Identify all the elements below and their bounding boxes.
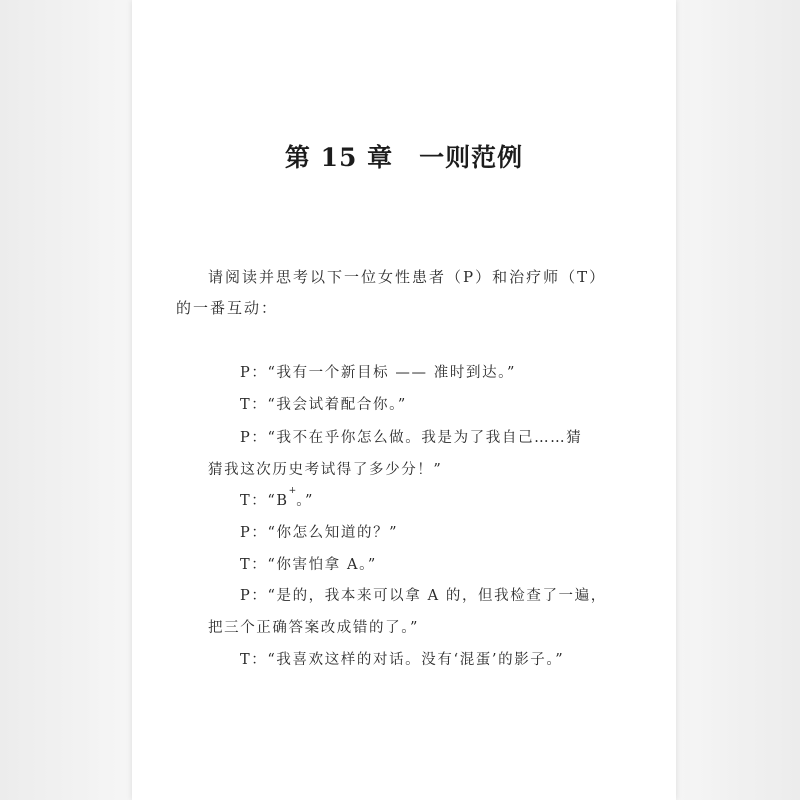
dialogue-line: T：“我会试着配合你。” <box>240 397 407 413</box>
dialogue-line-continued: 猜我这次历史考试得了多少分！” <box>208 462 443 478</box>
chapter-title: 第 15 章 一则范例 <box>284 143 524 172</box>
dialogue-line-continued: 把三个正确答案改成错的了。” <box>208 620 420 636</box>
dialogue-line: T：“你害怕拿 A。” <box>240 557 377 573</box>
dialogue-text: 。” <box>296 493 315 509</box>
grade-superscript: + <box>288 486 297 496</box>
dialogue-text: T：“B <box>240 493 289 509</box>
dialogue-line: P：“是的，我本来可以拿 A 的，但我检查了一遍， <box>240 588 607 604</box>
dialogue-line: P：“我不在乎你怎么做。我是为了我自己……猜 <box>240 430 583 446</box>
dialogue-line: P：“我有一个新目标 —— 准时到达。” <box>240 365 517 381</box>
intro-line-1: 请阅读并思考以下一位女性患者（P）和治疗师（T） <box>208 268 607 286</box>
book-page <box>132 0 676 800</box>
dialogue-line: T：“我喜欢这样的对话。没有‘混蛋’的影子。” <box>240 652 565 668</box>
dialogue-line: P：“你怎么知道的？” <box>240 525 399 541</box>
dialogue-line <box>240 486 315 510</box>
intro-line-2: 的一番互动： <box>176 299 279 317</box>
